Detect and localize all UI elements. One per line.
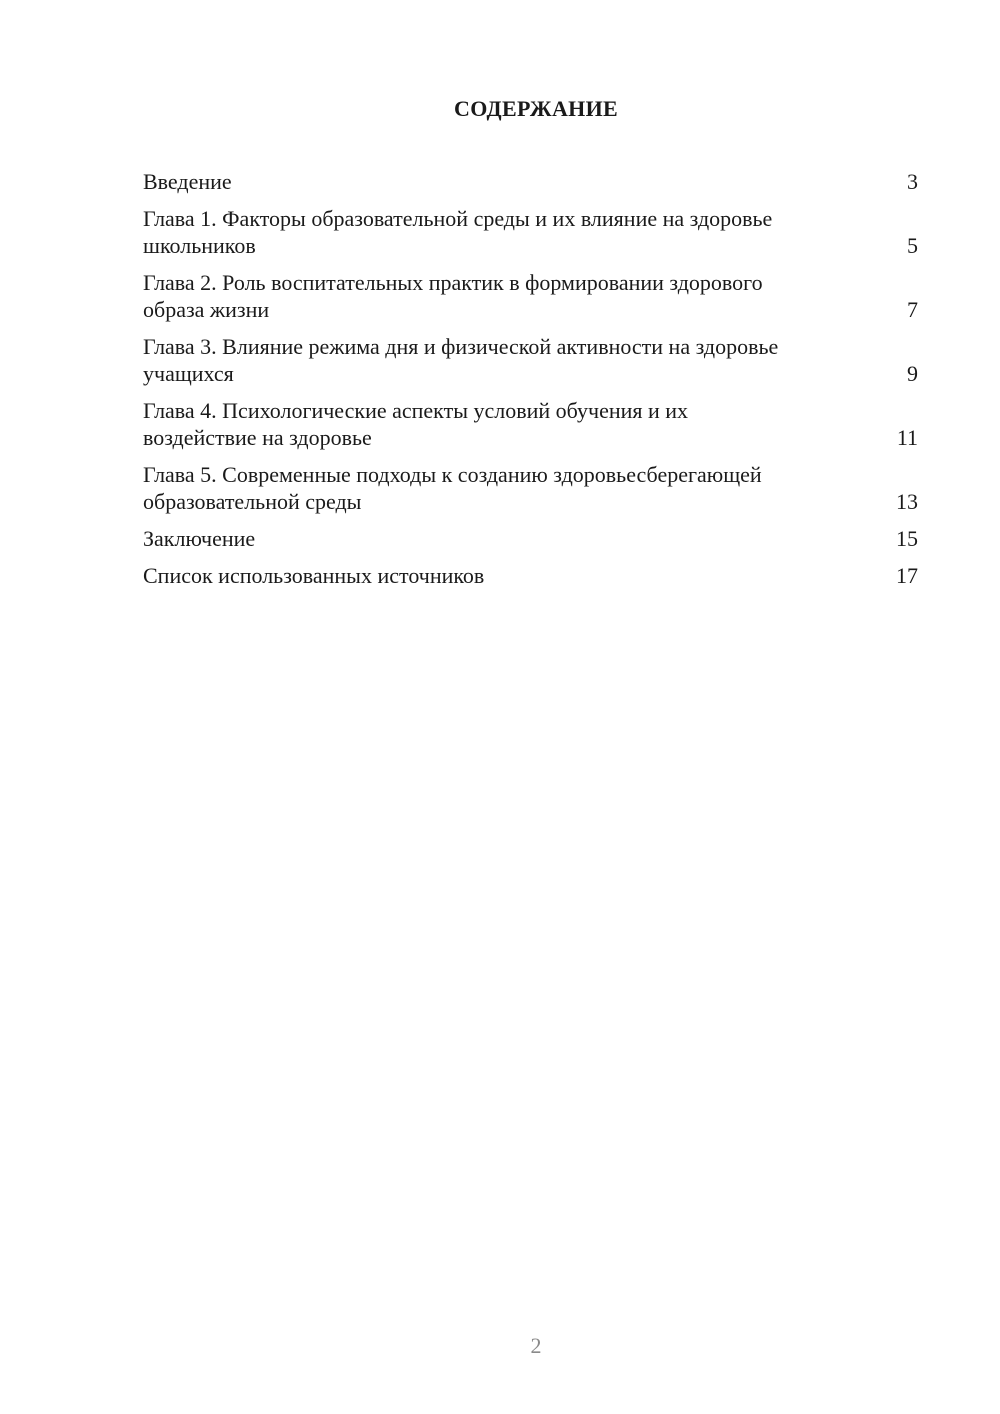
toc-entry-chapter-5[interactable] (143, 461, 918, 515)
toc-entry-text: Заключение (143, 526, 256, 551)
toc-entry-text: Глава 1. Факторы образовательной среды и их влияние на здоровье школьников (143, 206, 773, 258)
toc-entry-introduction[interactable] (143, 168, 918, 195)
toc-entry-page: 17 (896, 563, 918, 588)
toc-entry-text: Введение (143, 169, 232, 194)
page-number: 2 (530, 1333, 542, 1358)
toc-entry-text: Глава 5. Современные подходы к созданию здоровьесберегающей образовательной среды (143, 462, 762, 514)
toc-entry-conclusion[interactable] (143, 525, 918, 552)
toc-entry-text: Глава 3. Влияние режима дня и физической активности на здоровье учащихся (143, 334, 779, 386)
toc-entry-page: 3 (907, 169, 918, 194)
toc-entry-chapter-2[interactable] (143, 269, 918, 323)
toc-entry-page: 15 (896, 526, 918, 551)
toc-entry-text: Глава 2. Роль воспитательных практик в формировании здорового образа жизни (143, 270, 763, 322)
toc-entry-chapter-3[interactable] (143, 333, 918, 387)
page-title: СОДЕРЖАНИЕ (454, 96, 618, 121)
toc-entry-chapter-4[interactable] (143, 397, 918, 451)
toc-entry-chapter-1[interactable] (143, 205, 918, 259)
table-of-contents (143, 168, 918, 599)
toc-entry-page: 5 (907, 233, 918, 258)
toc-entry-page: 7 (907, 297, 918, 322)
toc-entry-page: 13 (896, 489, 918, 514)
toc-entry-text: Глава 4. Психологические аспекты условий обучения и их воздействие на здоровье (143, 398, 689, 450)
toc-entry-page: 11 (896, 425, 918, 450)
toc-entry-text: Список использованных источников (143, 563, 485, 588)
toc-entry-references[interactable] (143, 562, 918, 589)
toc-entry-page: 9 (907, 361, 918, 386)
